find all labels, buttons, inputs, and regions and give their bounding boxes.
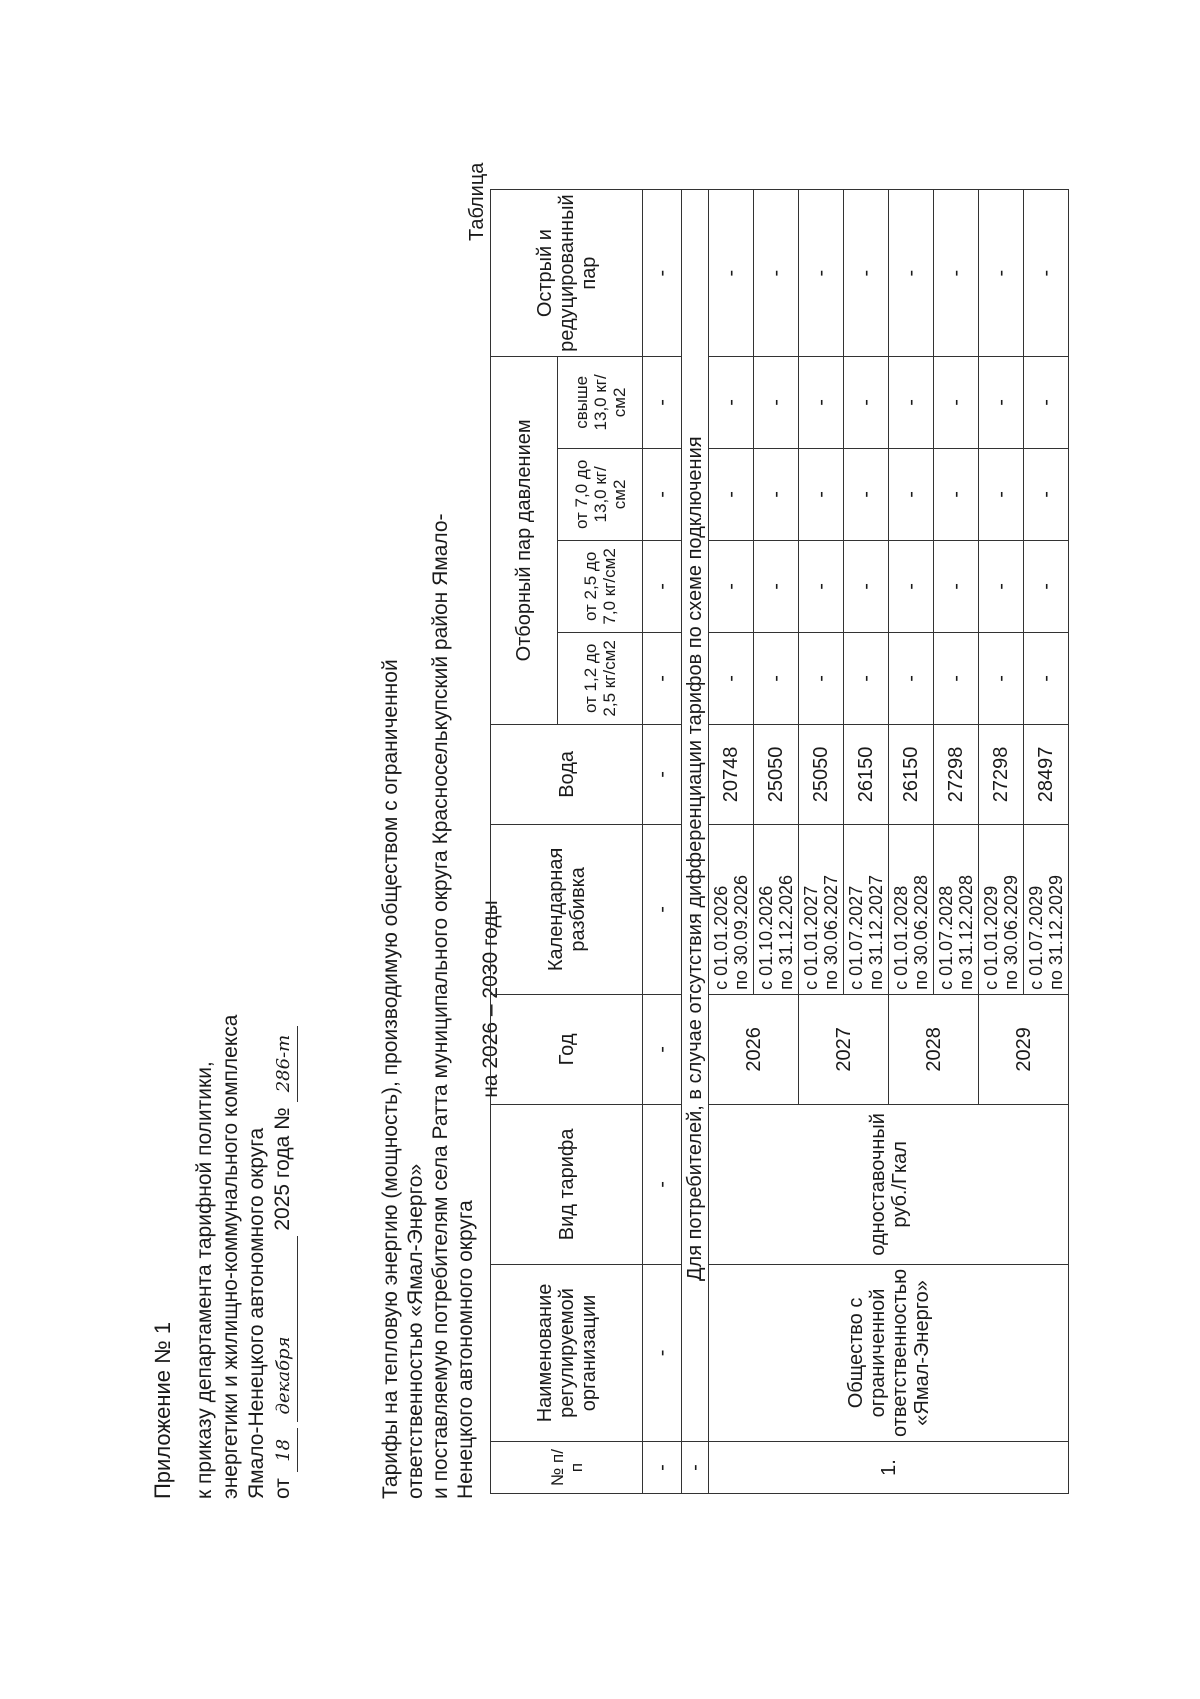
dash-cell: - bbox=[844, 540, 889, 632]
period-cell: с 01.01.2027 по 30.06.2027 bbox=[799, 824, 844, 994]
dash-cell: - bbox=[643, 356, 682, 448]
order-reference bbox=[192, 1015, 298, 1499]
water-value: 25050 bbox=[799, 724, 844, 824]
dash-cell: - bbox=[889, 540, 934, 632]
order-year: 2025 года № bbox=[271, 1107, 294, 1231]
dash-cell: - bbox=[709, 448, 754, 540]
order-line-2: энергетики и жилищно-коммунального комплекса bbox=[219, 1014, 242, 1499]
year-cell: 2026 bbox=[709, 994, 799, 1104]
order-month: декабря bbox=[271, 1236, 298, 1422]
dash-cell: - bbox=[754, 632, 799, 724]
dash-cell: - bbox=[643, 632, 682, 724]
water-value: 26150 bbox=[844, 724, 889, 824]
dash-cell: - bbox=[979, 190, 1024, 357]
dash-cell: - bbox=[643, 994, 682, 1104]
table-row bbox=[709, 190, 754, 1494]
dash-cell: - bbox=[934, 632, 979, 724]
dash-cell: - bbox=[799, 540, 844, 632]
period-cell: с 01.01.2029 по 30.06.2029 bbox=[979, 824, 1024, 994]
year-cell: 2027 bbox=[799, 994, 889, 1104]
table-label: Таблица bbox=[466, 162, 488, 241]
header-p3: от 7,0 до 13,0 кг/см2 bbox=[558, 448, 643, 540]
dash-cell: - bbox=[934, 448, 979, 540]
dash-cell: - bbox=[799, 190, 844, 357]
dash-cell: - bbox=[979, 448, 1024, 540]
tariff-type: одноставочный руб./Гкал bbox=[709, 1104, 1069, 1264]
dash-cell: - bbox=[754, 190, 799, 357]
water-value: 27298 bbox=[979, 724, 1024, 824]
dash-cell: - bbox=[1024, 632, 1069, 724]
header-steam: Отборный пар давлением bbox=[491, 356, 558, 724]
org-name: Общество с ограниченной ответственностью «Ямал-Энерго» bbox=[709, 1264, 1069, 1441]
dash-cell: - bbox=[754, 540, 799, 632]
dash-cell: - bbox=[1024, 356, 1069, 448]
order-number: 286-т bbox=[271, 1026, 298, 1102]
order-date-line bbox=[270, 1015, 298, 1499]
dash-cell: - bbox=[844, 356, 889, 448]
period-cell: с 01.10.2026 по 31.12.2026 bbox=[754, 824, 799, 994]
appendix-heading: Приложение № 1 bbox=[150, 1321, 175, 1499]
dash-cell: - bbox=[643, 1442, 682, 1494]
dash-cell: - bbox=[979, 356, 1024, 448]
dash-row bbox=[643, 190, 682, 1494]
water-value: 20748 bbox=[709, 724, 754, 824]
dash-cell: - bbox=[754, 448, 799, 540]
dash-cell: - bbox=[643, 724, 682, 824]
period-cell: с 01.01.2028 по 30.06.2028 bbox=[889, 824, 934, 994]
dash-cell: - bbox=[889, 632, 934, 724]
header-row-1 bbox=[491, 190, 558, 1494]
header-p4: свыше 13,0 кг/см2 bbox=[558, 356, 643, 448]
header-org: Наименование регулируемой организации bbox=[491, 1264, 643, 1441]
dash-cell: - bbox=[934, 540, 979, 632]
period-cell: с 01.07.2029 по 31.12.2029 bbox=[1024, 824, 1069, 994]
section-caption: Для потребителей, в случае отсутствия дифференциации тарифов по схеме подключения bbox=[682, 190, 709, 1442]
dash-cell: - bbox=[709, 540, 754, 632]
dash-cell: - bbox=[643, 190, 682, 357]
period-cell: с 01.07.2027 по 31.12.2027 bbox=[844, 824, 889, 994]
period-cell: с 01.07.2028 по 31.12.2028 bbox=[934, 824, 979, 994]
dash-cell: - bbox=[799, 632, 844, 724]
section-dash: - bbox=[682, 1442, 709, 1494]
dash-cell: - bbox=[799, 356, 844, 448]
dash-cell: - bbox=[754, 356, 799, 448]
header-tariff: Вид тарифа bbox=[491, 1104, 643, 1264]
dash-cell: - bbox=[643, 540, 682, 632]
header-year: Год bbox=[491, 994, 643, 1104]
document-title bbox=[378, 499, 503, 1499]
year-cell: 2028 bbox=[889, 994, 979, 1104]
row-number: 1. bbox=[709, 1442, 1069, 1494]
header-calendar: Календарная разбивка bbox=[491, 824, 643, 994]
dash-cell: - bbox=[643, 1264, 682, 1441]
title-line-1: Тарифы на тепловую энергию (мощность), производимую обществом с ограниченной ответственностью «Ямал-Энерго» bbox=[379, 659, 427, 1499]
dash-cell: - bbox=[643, 448, 682, 540]
header-sharp: Острый и редуцированный пар bbox=[491, 190, 643, 357]
dash-cell: - bbox=[844, 632, 889, 724]
water-value: 25050 bbox=[754, 724, 799, 824]
dash-cell: - bbox=[889, 448, 934, 540]
header-water: Вода bbox=[491, 724, 643, 824]
header-p1: от 1,2 до 2,5 кг/см2 bbox=[558, 632, 643, 724]
dash-cell: - bbox=[643, 824, 682, 994]
title-line-3: на 2026 – 2030 годы bbox=[479, 900, 502, 1098]
water-value: 26150 bbox=[889, 724, 934, 824]
water-value: 27298 bbox=[934, 724, 979, 824]
dash-cell: - bbox=[709, 356, 754, 448]
dash-cell: - bbox=[979, 632, 1024, 724]
dash-cell: - bbox=[844, 448, 889, 540]
dash-cell: - bbox=[1024, 448, 1069, 540]
header-num: № п/п bbox=[491, 1442, 643, 1494]
dash-cell: - bbox=[1024, 190, 1069, 357]
order-line-1: к приказу департамента тарифной политики, bbox=[193, 1061, 216, 1499]
dash-cell: - bbox=[709, 632, 754, 724]
dash-cell: - bbox=[799, 448, 844, 540]
dash-cell: - bbox=[1024, 540, 1069, 632]
section-row bbox=[682, 190, 709, 1494]
dash-cell: - bbox=[844, 190, 889, 357]
title-line-2: и поставляемую потребителям села Ратта муниципального округа Красноселькупский район Ямало-Ненецкого автономного округа bbox=[429, 513, 477, 1499]
order-day: 18 bbox=[271, 1428, 298, 1472]
dash-cell: - bbox=[934, 356, 979, 448]
water-value: 28497 bbox=[1024, 724, 1069, 824]
header-p2: от 2,5 до 7,0 кг/см2 bbox=[558, 540, 643, 632]
order-line-3: Ямало-Ненецкого автономного округа bbox=[245, 1127, 268, 1499]
period-cell: с 01.01.2026 по 30.09.2026 bbox=[709, 824, 754, 994]
dash-cell: - bbox=[979, 540, 1024, 632]
dash-cell: - bbox=[889, 190, 934, 357]
tariff-table bbox=[490, 189, 1069, 1494]
dash-cell: - bbox=[643, 1104, 682, 1264]
order-date-prefix: от bbox=[271, 1478, 294, 1499]
dash-cell: - bbox=[934, 190, 979, 357]
dash-cell: - bbox=[709, 190, 754, 357]
dash-cell: - bbox=[889, 356, 934, 448]
year-cell: 2029 bbox=[979, 994, 1069, 1104]
